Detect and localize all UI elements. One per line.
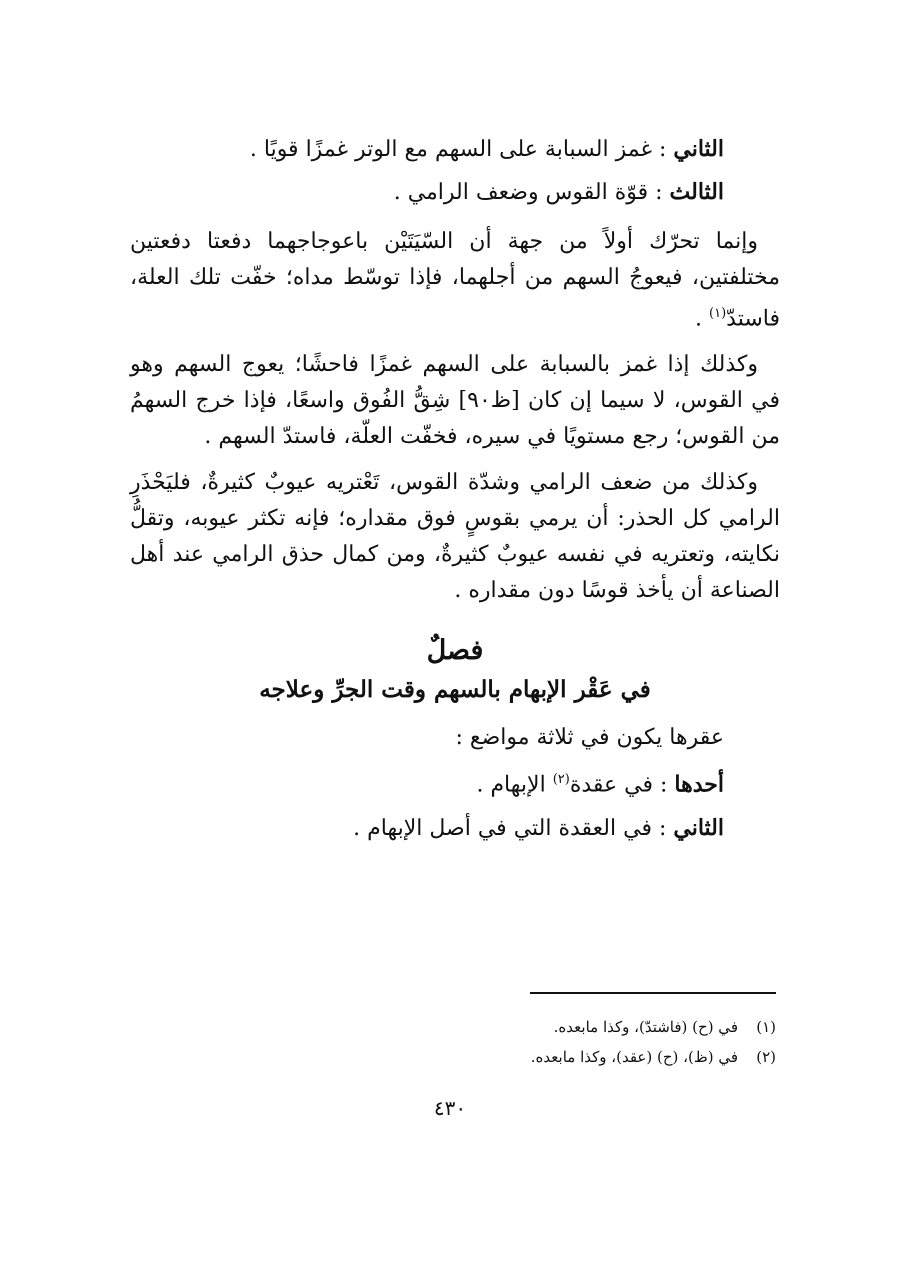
section-subtitle: في عَقْر الإبهام بالسهم وقت الجرِّ وعلاجه [259,676,651,704]
footnotes [130,1012,776,1072]
lead-third: الثالث [669,179,724,205]
line-second-text: : غمز السبابة على السهم مع الوتر غمزًا قويًا . [249,137,667,162]
footnote-1-num: (١) [756,1018,776,1036]
item-2-lead: الثاني [673,814,724,841]
item-1-lead: أحدها [674,771,724,798]
item-2-text: : في العقدة التي في أصل الإبهام . [353,815,667,841]
footnote-2-text: في (ظ)، (ح) (عقد)، وكذا مابعده. [530,1048,738,1066]
item-1 [130,759,780,806]
item-1-end: الإبهام . [476,772,553,798]
footnote-ref-1: (١) [709,306,727,321]
paragraph-2 [130,347,780,455]
footnote-2-num: (٢) [756,1048,776,1066]
line-third-text: : قوّة القوس وضعف الرامي . [393,180,663,205]
line-third [130,171,780,214]
page-number: ٤٣٠ [433,1096,467,1120]
footnote-1-text: في (ح) (فاشتدّ)، وكذا مابعده. [553,1018,738,1036]
paragraph-2-text: وكذلك إذا غمز بالسبابة على السهم غمزًا فاحشًا؛ يعوج السهم وهو في القوس، لا سيما إن كان [ظ٩٠] شِقُّ الفُوق واسعًا، فإذا خرج السهمُ من القوس؛ رجع مستويًا في سيره، فخفّت العلّة، فاستدّ السهم . [130,352,780,450]
footnote-2 [130,1042,776,1072]
section-intro: عقرها يكون في ثلاثة مواضع : [455,725,724,751]
page-body [130,128,780,850]
item-1-text: : في عقدة [569,772,668,798]
lead-second: الثاني [673,136,724,162]
paragraph-3-text: وكذلك من ضعف الرامي وشدّة القوس، تَعْتريه عيوبٌ كثيرةٌ، فليَحْذَرِ الرامي كل الحذر: أن يرمي بقوسٍ فوق مقداره؛ فإنه تكثر عيوبه، وتقلُّ نكايته، وتعتريه في نفسه عيوبٌ كثيرةٌ، ومن كمال حذق الرامي عند أهل الصناعة أن يأخذ قوسًا دون مقداره . [130,470,780,604]
footnote-divider [530,992,776,994]
line-second [130,128,780,171]
paragraph-1-text: وإنما تحرّك أولاً من جهة أن السّيَتَيْن باعوجاجهما دفعتا دفعتين مختلفتين، فيعوجُ السهم من أجلهما، فإذا توسّط مداه؛ خفّت تلك العلة، فاستدّ [130,229,780,332]
section-title: فصلٌ [426,635,484,667]
paragraph-1 [130,224,780,337]
paragraph-1-end: . [695,306,703,332]
footnote-1 [130,1012,776,1042]
footnote-ref-2: (٢) [552,772,570,788]
item-2 [130,807,780,850]
paragraph-3 [130,465,780,609]
